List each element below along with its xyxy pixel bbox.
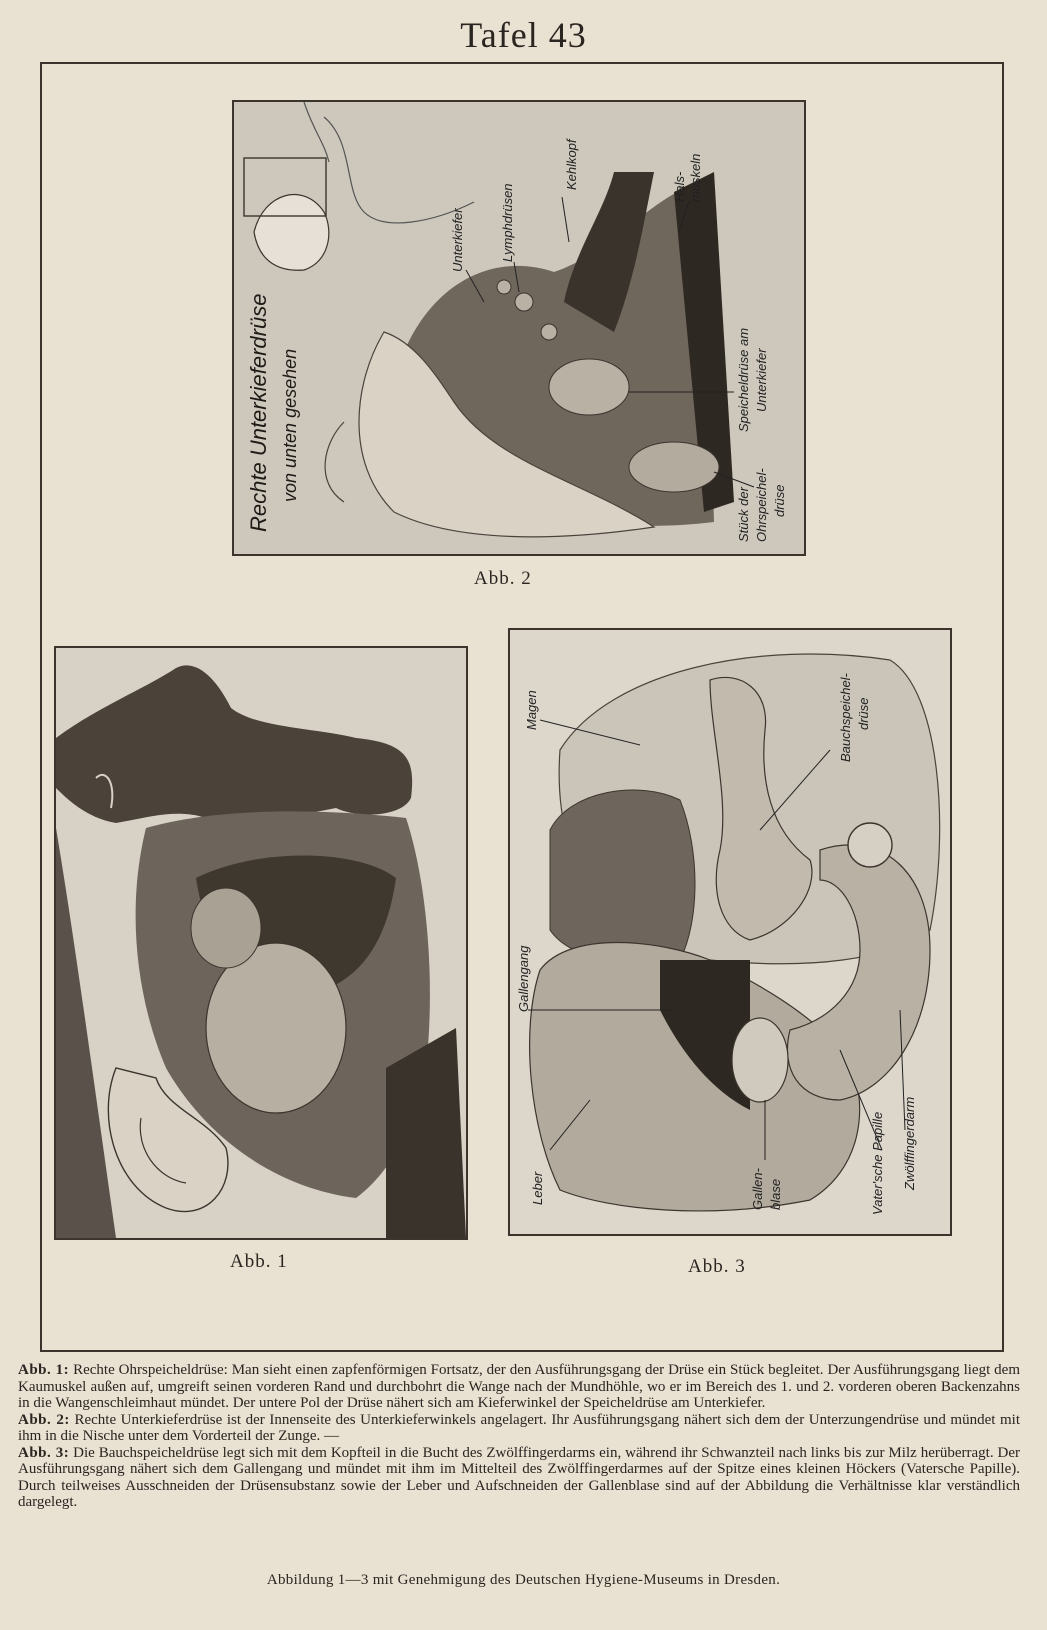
label-stueck-2: Ohrspeichel- <box>754 468 769 542</box>
figure-1-illustration <box>56 648 466 1238</box>
figure-1-image <box>54 646 468 1240</box>
figure-1-caption: Abb. 1 <box>230 1251 288 1272</box>
figure-3-image <box>508 628 952 1236</box>
label-bauch-2: drüse <box>856 697 871 730</box>
abb3-label: Abb. 3: <box>18 1444 70 1461</box>
label-halsmuskeln-1: Hals- <box>672 171 687 202</box>
label-leber: Leber <box>530 1171 545 1205</box>
label-lymphdruesen: Lymphdrüsen <box>500 183 515 262</box>
credit-line: Abbildung 1—3 mit Genehmigung des Deutschen Hygiene-Museums in Dresden. <box>266 1572 781 1588</box>
figure-2-heading-1: Rechte Unterkieferdrüse <box>246 293 271 532</box>
label-kehlkopf: Kehlkopf <box>564 139 579 190</box>
figure-3-caption: Abb. 3 <box>688 1256 746 1277</box>
label-stueck-1: Stück der <box>736 487 751 542</box>
label-zwoelffingerdarm: Zwölffingerdarm <box>902 1096 917 1190</box>
figure-descriptions <box>18 1362 1020 1511</box>
abb3-description <box>18 1445 1020 1511</box>
abb1-label: Abb. 1: <box>18 1362 70 1378</box>
figure-2-image <box>232 100 806 556</box>
figure-2-heading-2: von unten gesehen <box>280 348 300 502</box>
label-speicheldruese-1: Speicheldrüse am <box>736 327 751 432</box>
figure-2-illustration <box>234 102 804 554</box>
label-magen: Magen <box>524 690 539 730</box>
label-gallenblase-1: Gallen- <box>750 1168 765 1210</box>
abb3-body: Die Bauchspeicheldrüse legt sich mit dem Kopfteil in die Bucht des Zwölffingerdarms ein, während ihr Schwanzteil nach links bis zur Milz herüberragt. Der Ausführungsgang nähert sich dem Gallengang und mündet mit ihm im Mittelteil des Zwölffingerdarmes auf der Spitze eines kleinen Höckers (Vatersche Papille). Durch teilweises Ausschneiden der Drüsensubstanz sowie der Leber und Aufschneiden der Gallenblase sind auf der Abbildung die Verhältnisse klar verständlich dargelegt. <box>18 1444 1020 1510</box>
abb2-body: Rechte Unterkieferdrüse ist der Innenseite des Unterkieferwinkels angelagert. Ihr Ausführungsgang nähert sich dem der Unterzungendrüse und mündet mit ihm in die Nische unter dem Vorderteil der Zunge. — <box>18 1411 1021 1444</box>
label-bauch-1: Bauchspeichel- <box>838 673 853 762</box>
label-speicheldruese-2: Unterkiefer <box>754 348 769 412</box>
label-unterkiefer: Unterkiefer <box>450 208 465 272</box>
abb1-body: Rechte Ohrspeicheldrüse: Man sieht einen zapfenförmigen Fortsatz, der den Ausführungsgang der Drüse ein Stück begleitet. Der Ausführungsgang liegt dem Kaumuskel außen auf, umgreift seinen vorderen Rand und durchbohrt die Wange nach der Mundhöhle, wo er im Bereich des 1. und 2. vorderen oberen Backenzahns in die Wangenschleimhaut mündet. Der untere Pol der Drüse nähert sich am Kieferwinkel der Speicheldrüse am Unterkiefer. <box>18 1362 1020 1411</box>
abb2-label: Abb. 2: <box>18 1411 70 1428</box>
figure-2-caption: Abb. 2 <box>474 568 532 589</box>
label-papille: Vater'sche Papille <box>870 1111 885 1215</box>
label-halsmuskeln-2: muskeln <box>688 153 703 202</box>
abb1-description <box>18 1362 1020 1412</box>
label-gallengang: Gallengang <box>516 945 531 1012</box>
label-gallenblase-2: blase <box>768 1178 783 1210</box>
label-stueck-3: drüse <box>772 484 787 517</box>
page-title: Tafel 43 <box>460 15 587 55</box>
abb2-description <box>18 1412 1020 1445</box>
